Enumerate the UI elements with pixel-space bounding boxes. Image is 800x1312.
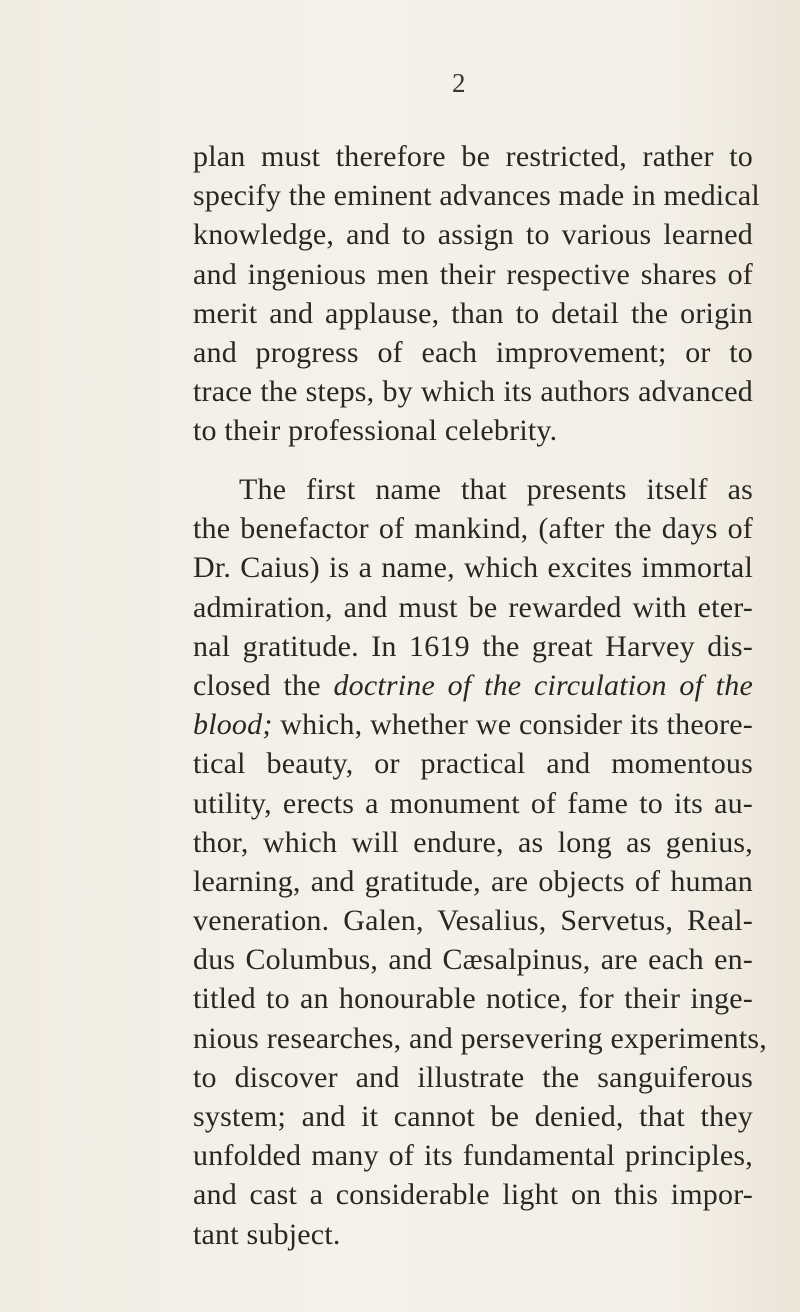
page-number: 2 bbox=[452, 68, 466, 98]
text-line: tant subject. bbox=[193, 1217, 341, 1251]
text-line: specify the eminent advances made in medical bbox=[193, 179, 760, 213]
text-line: to their professional celebrity. bbox=[193, 414, 558, 448]
text-line: the benefactor of mankind, (after the days of bbox=[193, 512, 753, 546]
text-line: nious researches, and persevering experiments, bbox=[193, 1021, 767, 1055]
text-line: nal gratitude. In 1619 the great Harvey dis- bbox=[193, 629, 753, 663]
text-segment: closed the bbox=[193, 668, 321, 702]
italic-title: blood; bbox=[193, 708, 273, 742]
text-line: tical beauty, or practical and momentous bbox=[193, 747, 753, 781]
italic-title: doctrine of the circulation of the bbox=[333, 668, 754, 702]
text-line: The first name that presents itself as bbox=[239, 473, 753, 506]
text-line: and ingenious men their respective shares of bbox=[193, 257, 753, 291]
text-segment: which, whether we consider its theore- bbox=[280, 708, 753, 742]
text-line: merit and applause, than to detail the origin bbox=[193, 296, 753, 330]
paragraph-2 bbox=[193, 470, 767, 1254]
paragraph-1 bbox=[193, 137, 760, 451]
text-line: plan must therefore be restricted, rather to bbox=[193, 140, 753, 173]
text-line: utility, erects a monument of fame to its au- bbox=[193, 786, 753, 820]
text-line: and cast a considerable light on this impor- bbox=[193, 1178, 753, 1212]
text-line: and progress of each improvement; or to bbox=[193, 335, 753, 369]
text-line: to discover and illustrate the sanguiferous bbox=[193, 1060, 753, 1094]
text-line: titled to an honourable notice, for their inge- bbox=[193, 982, 753, 1016]
text-line: unfolded many of its fundamental principles, bbox=[193, 1139, 753, 1173]
text-line: thor, which will endure, as long as genius, bbox=[193, 825, 753, 859]
text-line: veneration. Galen, Vesalius, Servetus, Real- bbox=[193, 904, 753, 938]
text-line: learning, and gratitude, are objects of human bbox=[193, 864, 753, 898]
text-line-with-italic bbox=[193, 705, 753, 744]
text-line-with-italic bbox=[193, 666, 753, 705]
text-line: admiration, and must be rewarded with eter- bbox=[193, 590, 753, 624]
text-line: knowledge, and to assign to various learned bbox=[193, 218, 753, 252]
text-line: dus Columbus, and Cæsalpinus, are each en- bbox=[193, 943, 753, 977]
text-line: trace the steps, by which its authors advanced bbox=[193, 375, 753, 409]
text-line: Dr. Caius) is a name, which excites immortal bbox=[193, 551, 753, 585]
text-line: system; and it cannot be denied, that they bbox=[193, 1100, 753, 1133]
